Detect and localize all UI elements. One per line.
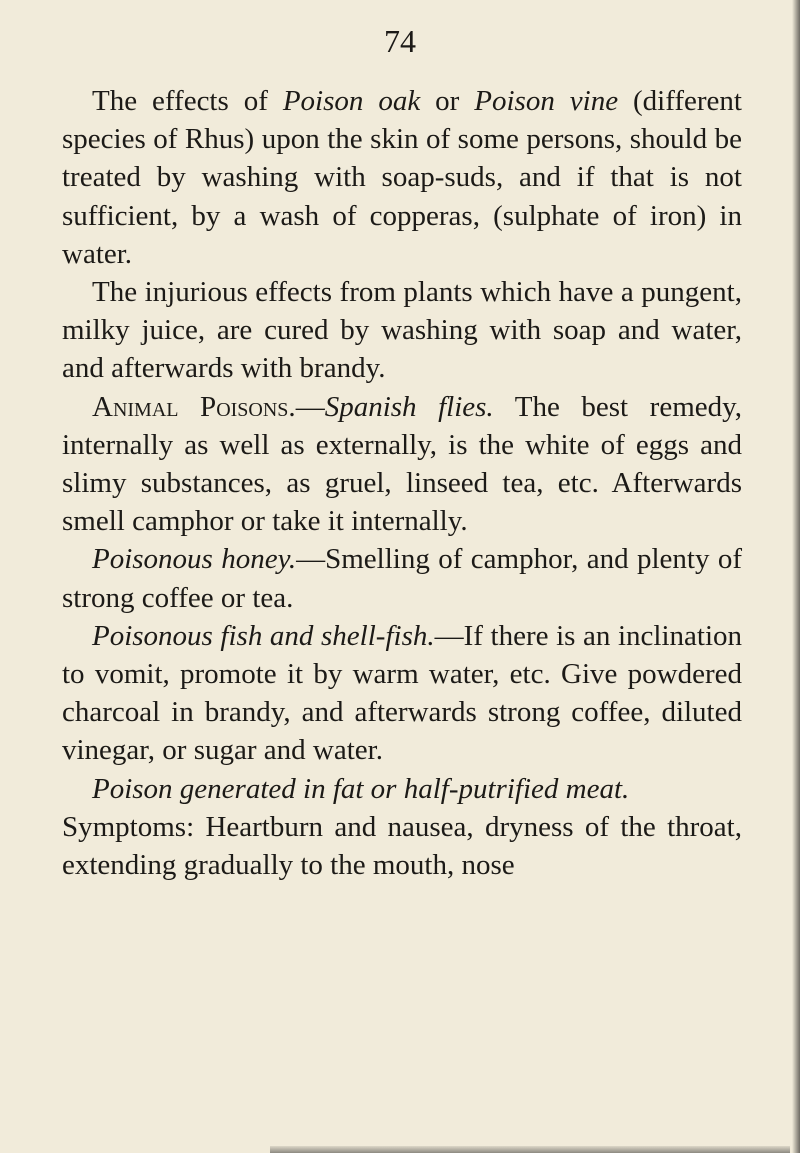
subheading-poisonous-honey: Poisonous honey.: [92, 543, 297, 576]
text: The best remedy, internally as well as externally, is the white of eggs and slimy substances, as gruel, linseed tea, etc. Afterwards smell camphor or take it internally.: [62, 390, 743, 538]
term-poison-oak: Poison oak: [282, 85, 421, 117]
paragraph-poison-oak: [62, 82, 742, 273]
page-number: 74: [384, 23, 416, 59]
text: The effects of: [92, 85, 283, 117]
text: (different species of Rhus) upon the skin of some persons, should be treated by washing with soap-suds, and if that is not sufficient, by a wash of copperas, (sulphate of iron) in water.: [62, 85, 742, 270]
subheading-poisonous-fish: Poisonous fish and shell-fish.: [92, 619, 435, 652]
text: —If there is an inclination to vomit, promote it by warm water, etc. Give powdered charcoal in brandy, and afterwards strong coffee, diluted vinegar, or sugar and water.: [62, 619, 742, 767]
text: —Smelling of camphor, and plenty of strong coffee or tea.: [62, 543, 742, 614]
subheading-spanish-flies: Spanish flies.: [324, 390, 494, 423]
paragraph-poisonous-honey: [62, 540, 742, 616]
paragraph-poison-meat: [62, 770, 742, 885]
paragraph-plants: The injurious effects from plants which have a pungent, milky juice, are cured by washing with soap and water, and afterwards with brandy.: [62, 276, 742, 385]
page-bottom-shadow: [270, 1146, 790, 1153]
dash: —: [295, 390, 325, 423]
page-edge-shadow: [792, 0, 800, 1153]
paragraph-animal-poisons: [62, 388, 742, 541]
term-poison-vine: Poison vine: [474, 85, 619, 117]
section-heading-animal-poisons: Animal Poisons.: [92, 390, 296, 423]
subheading-poison-meat: Poison generated in fat or half-putrified meat.: [92, 772, 630, 805]
paragraph-poisonous-fish: [62, 617, 742, 770]
text: or: [420, 85, 475, 117]
page-body: [62, 82, 742, 884]
text: Symptoms: Heartburn and nausea, dryness of the throat, extending gradually to the mouth, nose: [62, 810, 742, 882]
